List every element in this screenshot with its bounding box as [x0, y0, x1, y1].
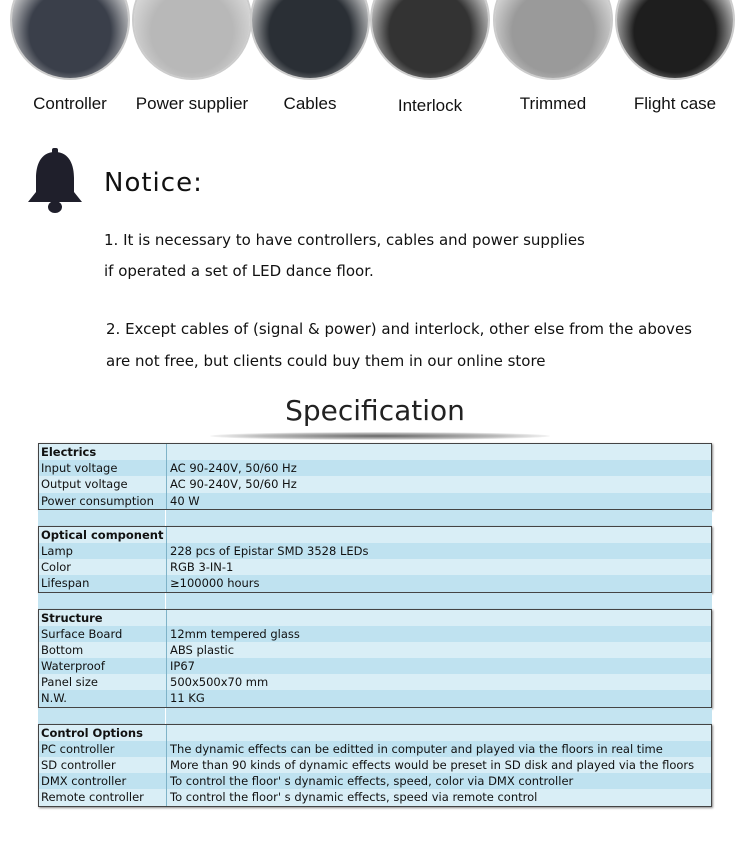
spec-value: 500x500x70 mm — [170, 675, 269, 690]
spec-key: Waterproof — [39, 658, 167, 674]
spec-group — [38, 609, 712, 708]
group-header — [39, 444, 711, 460]
accessory-label: Power supplier — [135, 94, 249, 113]
table-row — [39, 741, 711, 757]
accessory-label: Interlock — [397, 96, 463, 115]
spec-value: To control the floor' s dynamic effects, speed via remote control — [170, 790, 538, 805]
spec-key: PC controller — [39, 741, 167, 757]
accessory-label: Trimmed — [519, 94, 587, 113]
group-title: Electrics — [39, 444, 167, 460]
spec-value: AC 90-240V, 50/60 Hz — [170, 477, 297, 492]
notice-text: are not free, but clients could buy them in our online store — [106, 352, 546, 370]
spec-key: Bottom — [39, 642, 167, 658]
spec-value: The dynamic effects can be editted in computer and played via the floors in real time — [170, 741, 663, 756]
group-header — [39, 610, 711, 626]
notice-text: 1. It is necessary to have controllers, cables and power supplies — [104, 231, 585, 249]
table-row — [39, 690, 711, 706]
table-row — [39, 626, 711, 642]
accessory-label: Flight case — [633, 94, 717, 113]
spec-group — [38, 443, 712, 510]
spec-key: Surface Board — [39, 626, 167, 642]
accessory-label: Controller — [33, 94, 107, 113]
spec-value: To control the floor' s dynamic effects, speed, color via DMX controller — [170, 774, 574, 789]
title-shadow-divider — [210, 432, 550, 440]
spec-key: Output voltage — [39, 476, 167, 492]
spec-value: ≥100000 hours — [170, 576, 260, 591]
spacer-row — [38, 708, 712, 724]
spec-key: Color — [39, 559, 167, 575]
spec-group — [38, 526, 712, 593]
group-title: Optical component — [39, 527, 167, 543]
accessory-image — [370, 0, 490, 80]
table-row — [39, 543, 711, 559]
notice-text: if operated a set of LED dance floor. — [104, 262, 374, 280]
spec-key: Panel size — [39, 674, 167, 690]
spec-value: 12mm tempered glass — [170, 626, 300, 641]
group-header — [39, 527, 711, 543]
spec-title: Specification — [285, 394, 465, 427]
spacer-row — [38, 593, 712, 609]
spec-value: 40 W — [170, 493, 200, 508]
spec-table — [38, 443, 712, 807]
accessory-image — [493, 0, 613, 80]
spec-key: N.W. — [39, 690, 167, 706]
spec-value: More than 90 kinds of dynamic effects would be preset in SD disk and played via the floors — [170, 758, 695, 772]
spec-key: Power consumption — [39, 493, 167, 509]
spec-key: Lamp — [39, 543, 167, 559]
spec-value: IP67 — [170, 659, 195, 674]
table-row — [39, 559, 711, 575]
table-row — [39, 757, 711, 773]
table-row — [39, 658, 711, 674]
accessory-image — [615, 0, 735, 80]
spec-value: 11 KG — [170, 691, 205, 706]
table-row — [39, 642, 711, 658]
group-header — [39, 725, 711, 741]
spec-key: Remote controller — [39, 789, 167, 805]
spec-value: ABS plastic — [170, 642, 235, 657]
accessory-image — [10, 0, 130, 80]
spec-value: AC 90-240V, 50/60 Hz — [170, 461, 297, 476]
spec-key: Lifespan — [39, 575, 167, 591]
spec-group — [38, 724, 712, 807]
table-row — [39, 476, 711, 492]
table-row — [39, 674, 711, 690]
group-title: Structure — [39, 610, 167, 626]
table-row — [39, 789, 711, 805]
group-title: Control Options — [39, 725, 167, 741]
accessory-label: Cables — [283, 94, 337, 113]
notice-title: Notice: — [104, 168, 203, 198]
spacer-row — [38, 510, 712, 526]
bell-icon — [24, 148, 86, 214]
table-row — [39, 575, 711, 591]
spec-key: Input voltage — [39, 460, 167, 476]
spec-value: 228 pcs of Epistar SMD 3528 LEDs — [170, 543, 369, 558]
table-row — [39, 773, 711, 789]
accessory-image — [250, 0, 370, 80]
spec-key: SD controller — [39, 757, 167, 773]
table-row — [39, 460, 711, 476]
table-row — [39, 493, 711, 509]
accessory-image — [132, 0, 252, 80]
notice-text: 2. Except cables of (signal & power) and interlock, other else from the aboves — [106, 320, 692, 338]
spec-value: RGB 3-IN-1 — [170, 560, 234, 575]
spec-key: DMX controller — [39, 773, 167, 789]
